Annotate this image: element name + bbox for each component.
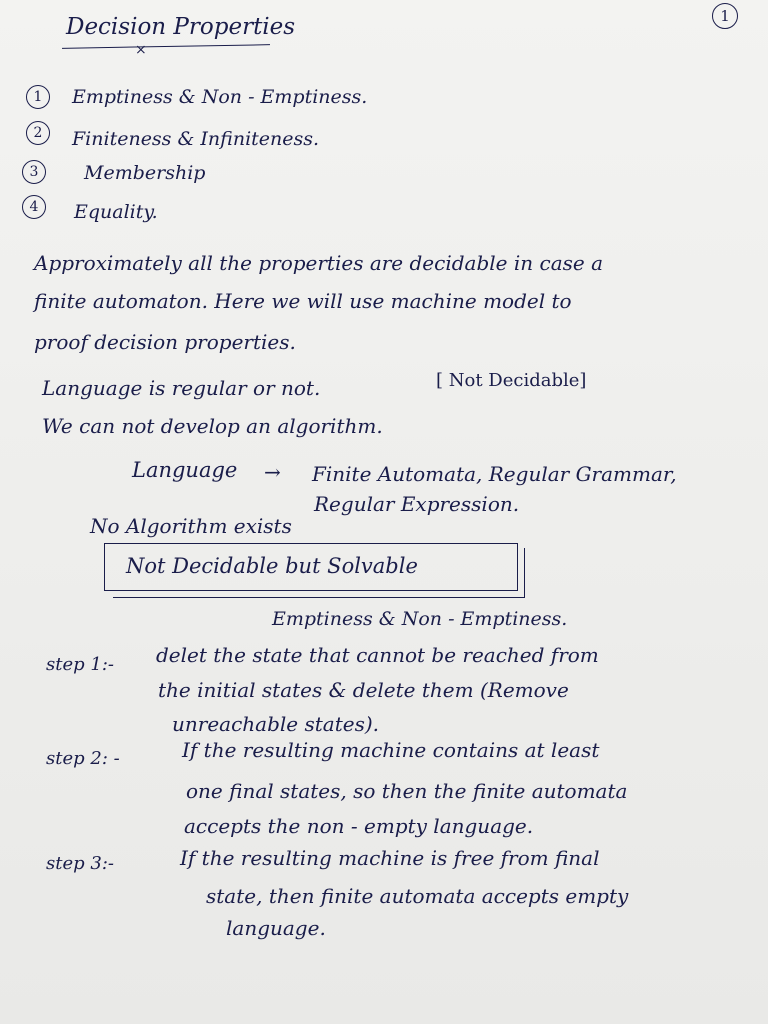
paragraph-line-3: proof decision properties.: [34, 330, 296, 354]
algorithm-line: We can not develop an algorithm.: [42, 414, 383, 438]
step-3-label: step 3:-: [46, 853, 114, 874]
language-models-2: Regular Expression.: [314, 492, 520, 516]
paragraph-line-2: finite automaton. Here we will use machine model to: [34, 289, 572, 313]
page-number: 1: [712, 3, 738, 29]
list-item-emptiness: Emptiness & Non - Emptiness.: [72, 86, 368, 108]
step-1-line-3: unreachable states).: [172, 712, 380, 736]
language-models: Finite Automata, Regular Grammar,: [312, 462, 677, 486]
paragraph-line-1: Approximately all the properties are decidable in case a: [34, 251, 603, 275]
step-3-line-3: language.: [226, 916, 326, 940]
list-item-membership: Membership: [84, 162, 206, 184]
step-1-line-2: the initial states & delete them (Remove: [158, 678, 569, 702]
step-2-line-2: one final states, so then the finite automata: [186, 779, 628, 803]
boxed-note-text: Not Decidable but Solvable: [126, 554, 418, 578]
step-1-label: step 1:-: [46, 654, 114, 675]
step-3-line-2: state, then finite automata accepts empty: [206, 884, 629, 908]
bleed-through-text: [300, 30, 305, 50]
step-2-line-3: accepts the non - empty language.: [184, 814, 534, 838]
regular-question: Language is regular or not.: [42, 376, 321, 400]
list-number-1: 1: [26, 85, 50, 109]
list-number-4: 4: [22, 195, 46, 219]
list-number-3: 3: [22, 160, 46, 184]
no-algorithm-line: No Algorithm exists: [90, 514, 292, 538]
list-item-equality: Equality.: [74, 201, 158, 223]
step-3-line-1: If the resulting machine is free from final: [180, 846, 600, 870]
language-label: Language: [132, 458, 238, 482]
title-underline: [62, 44, 270, 49]
emptiness-heading: Emptiness & Non - Emptiness.: [272, 608, 568, 630]
list-number-2: 2: [26, 121, 50, 145]
not-decidable-note: [ Not Decidable]: [436, 370, 587, 391]
step-1-line-1: delet the state that cannot be reached from: [156, 643, 599, 667]
page-title: Decision Properties: [66, 14, 296, 40]
arrow-icon: →: [264, 460, 281, 484]
title-mark: ×: [135, 42, 147, 58]
step-2-label: step 2: -: [46, 748, 120, 769]
list-item-finiteness: Finiteness & Infiniteness.: [72, 128, 320, 150]
step-2-line-1: If the resulting machine contains at least: [182, 738, 600, 762]
